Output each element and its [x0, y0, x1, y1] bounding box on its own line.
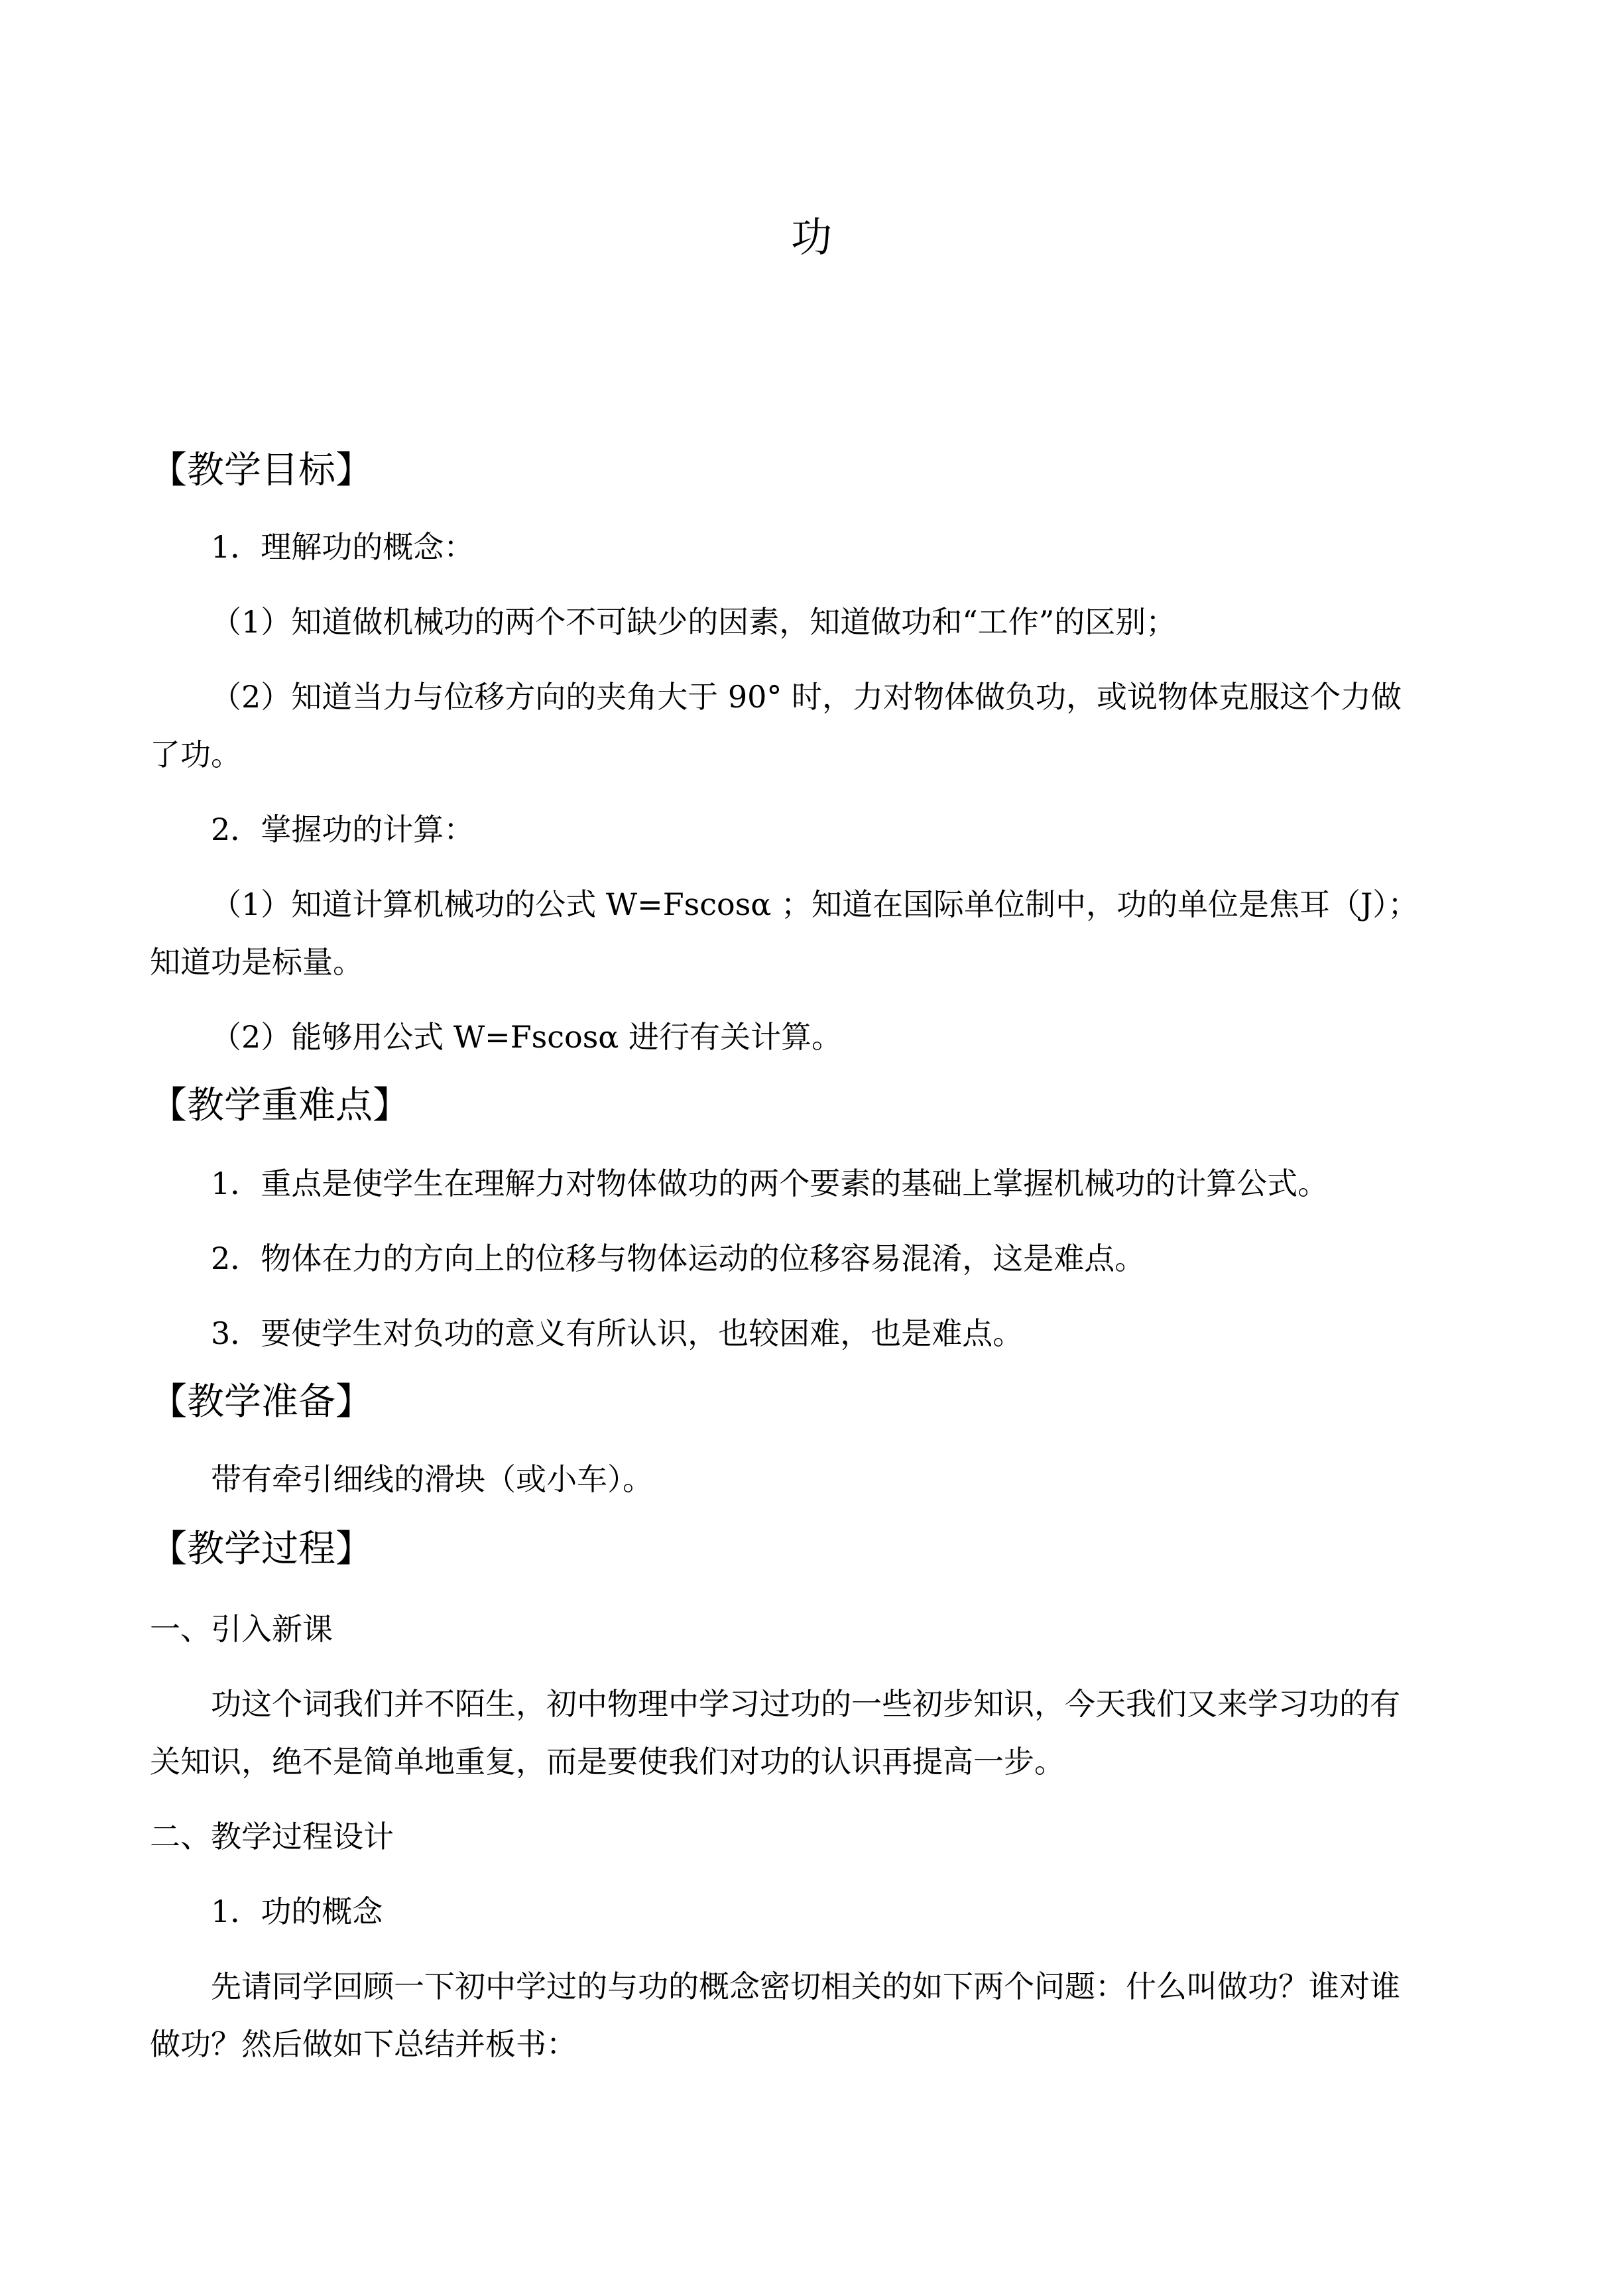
process-part2-item-1: 1．功的概念 — [211, 1894, 383, 1929]
section-heading-process: 【教学过程】 — [150, 1528, 373, 1571]
process-part2-text-line1: 先请同学回顾一下初中学过的与功的概念密切相关的如下两个问题：什么叫做功？谁对谁 — [211, 1968, 1400, 2004]
objective-item-1-1: （1）知道做机械功的两个不可缺少的因素，知道做功和“工作”的区别； — [211, 604, 1177, 640]
section-heading-key-points: 【教学重难点】 — [150, 1084, 410, 1127]
key-point-item-2: 2．物体在力的方向上的位移与物体运动的位移容易混淆，这是难点。 — [211, 1240, 1146, 1276]
objective-item-1: 1．理解功的概念： — [211, 529, 475, 565]
preparation-text: 带有牵引细线的滑块（或小车）。 — [211, 1461, 653, 1497]
objective-item-1-2-line2: 了功。 — [150, 737, 241, 772]
process-part1-title: 一、引入新课 — [150, 1611, 333, 1647]
key-point-item-3: 3．要使学生对负功的意义有所认识，也较困难，也是难点。 — [211, 1315, 1024, 1351]
objective-item-2-1-line2: 知道功是标量。 — [150, 944, 363, 980]
process-part1-text-line2: 关知识，绝不是简单地重复，而是要使我们对功的认识再提高一步。 — [150, 1744, 1065, 1780]
process-part2-text-line2: 做功？然后做如下总结并板书： — [150, 2026, 577, 2062]
objective-item-2: 2．掌握功的计算： — [211, 812, 475, 847]
section-heading-objectives: 【教学目标】 — [150, 449, 373, 492]
section-heading-preparation: 【教学准备】 — [150, 1380, 373, 1423]
document-title: 功 — [790, 213, 832, 261]
process-part2-title: 二、教学过程设计 — [150, 1819, 394, 1854]
objective-item-2-2: （2）能够用公式 W=Fscosα 进行有关计算。 — [211, 1019, 842, 1055]
objective-item-1-2-line1: （2）知道当力与位移方向的夹角大于 90° 时，力对物体做负功，或说物体克服这个力做 — [211, 679, 1402, 715]
key-point-item-1: 1．重点是使学生在理解力对物体做功的两个要素的基础上掌握机械功的计算公式。 — [211, 1166, 1329, 1201]
process-part1-text-line1: 功这个词我们并不陌生，初中物理中学习过功的一些初步知识，今天我们又来学习功的有 — [211, 1686, 1400, 1722]
objective-item-2-1-line1: （1）知道计算机械功的公式 W=Fscosα ；知道在国际单位制中，功的单位是焦耳（J）； — [211, 886, 1419, 922]
